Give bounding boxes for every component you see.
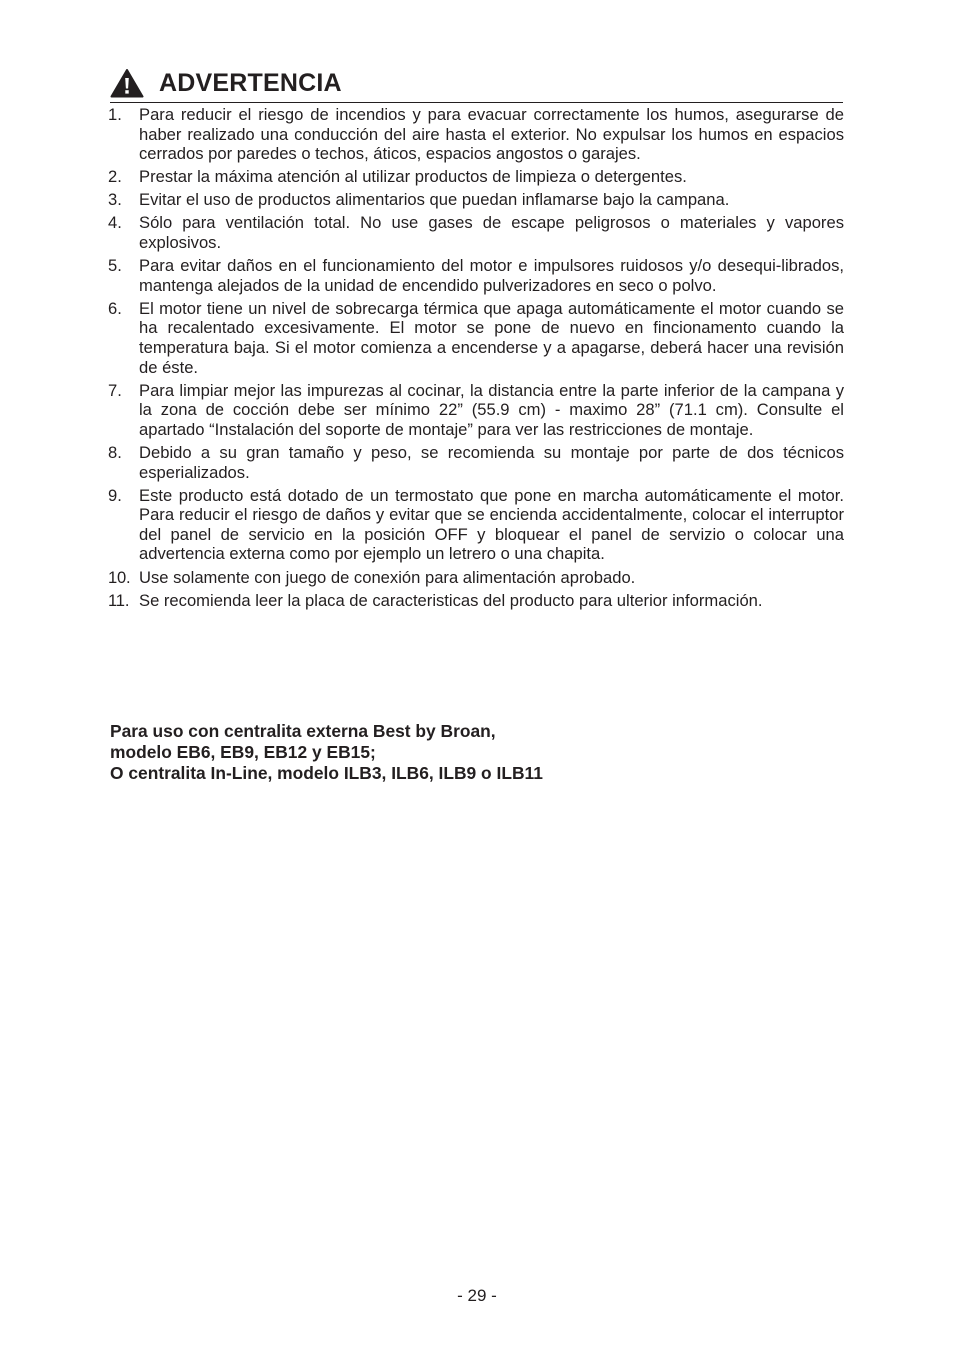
- item-text: Para reducir el riesgo de incendios y para evacuar correctamente los humos, asegurarse de haber realizado una conducción del aire hasta el exterior. No expulsar los humos en espacios cerrados por paredes o techos, áticos, espacios angostos o garajes.: [139, 105, 844, 164]
- item-text: Sólo para ventilación total. No use gases de escape peligrosos o materiales y vapores explosivos.: [139, 213, 844, 253]
- list-item: [108, 591, 844, 611]
- item-number: 8.: [108, 443, 122, 462]
- item-text: Este producto está dotado de un termostato que pone en marcha automáticamente el motor. Para reducir el riesgo de daños y evitar que se encienda accidentalmente, colocar el interruptor del panel de servicio en la posición OFF y bloquear el panel de servizio o colocar una advertencia externa como por ejemplo un letrero o una chapita.: [139, 485, 844, 564]
- note-line: Para uso con centralita externa Best by Broan,: [110, 721, 496, 741]
- list-item: [108, 167, 844, 187]
- item-text: Use solamente con juego de conexión para alimentación aprobado.: [139, 567, 636, 587]
- note-line: modelo EB6, EB9, EB12 y EB15;: [110, 742, 376, 762]
- item-number: 6.: [108, 298, 122, 318]
- list-item: [108, 443, 844, 482]
- list-item: [108, 568, 844, 588]
- warning-heading: [110, 62, 843, 103]
- item-text: Para limpiar mejor las impurezas al cocinar, la distancia entre la parte inferior de la campana y la zona de cocción debe ser mínimo 22” (55.9 cm) - maximo 28” (71.1 cm). Consulte el apartado “Instalación del soporte de montaje” para ver las restricciones de montaje.: [139, 380, 844, 439]
- control-note: [110, 721, 543, 784]
- item-number: 5.: [108, 256, 122, 276]
- item-number: 4.: [108, 213, 122, 233]
- list-item: [108, 486, 844, 564]
- item-text: Evitar el uso de productos alimentarios que puedan inflamarse bajo la campana.: [139, 190, 730, 210]
- item-number: 11.: [108, 590, 130, 610]
- item-text: El motor tiene un nivel de sobrecarga térmica que apaga automáticamente el motor cuando se ha recalentado excesivamente. El motor se pone de nuevo en fincionamento cuando la temperatura baja. Si el motor comienza a encenderse y a apagarse, deberá hacer una revisión de éste.: [139, 298, 844, 377]
- item-number: 1.: [108, 105, 122, 124]
- item-number: 7.: [108, 380, 122, 400]
- item-text: Prestar la máxima atención al utilizar productos de limpieza o detergentes.: [139, 167, 687, 187]
- warning-triangle-icon: [110, 68, 144, 98]
- note-line: O centralita In-Line, modelo ILB3, ILB6, ILB9 o ILB11: [110, 763, 543, 783]
- warning-list: [108, 105, 844, 614]
- list-item: [108, 299, 844, 377]
- list-item: [108, 105, 844, 164]
- page-number: - 29 -: [457, 1286, 497, 1305]
- item-text: Debido a su gran tamaño y peso, se recomienda su montaje por parte de dos técnicos esperializados.: [139, 443, 844, 482]
- list-item: [108, 190, 844, 210]
- item-number: 10.: [108, 567, 131, 587]
- list-item: [108, 381, 844, 440]
- item-number: 3.: [108, 190, 122, 210]
- list-item: [108, 213, 844, 252]
- item-number: 9.: [108, 485, 122, 505]
- item-number: 2.: [108, 167, 122, 187]
- item-text: Para evitar daños en el funcionamiento del motor e impulsores ruidosos y/o desequi-librados, mantenga alejados de la unidad de encendido pulverizadores en seco o polvo.: [139, 256, 844, 295]
- page-title: ADVERTENCIA: [159, 69, 342, 97]
- list-item: [108, 256, 844, 295]
- item-text: Se recomienda leer la placa de caracteristicas del producto para ulterior información.: [139, 590, 763, 610]
